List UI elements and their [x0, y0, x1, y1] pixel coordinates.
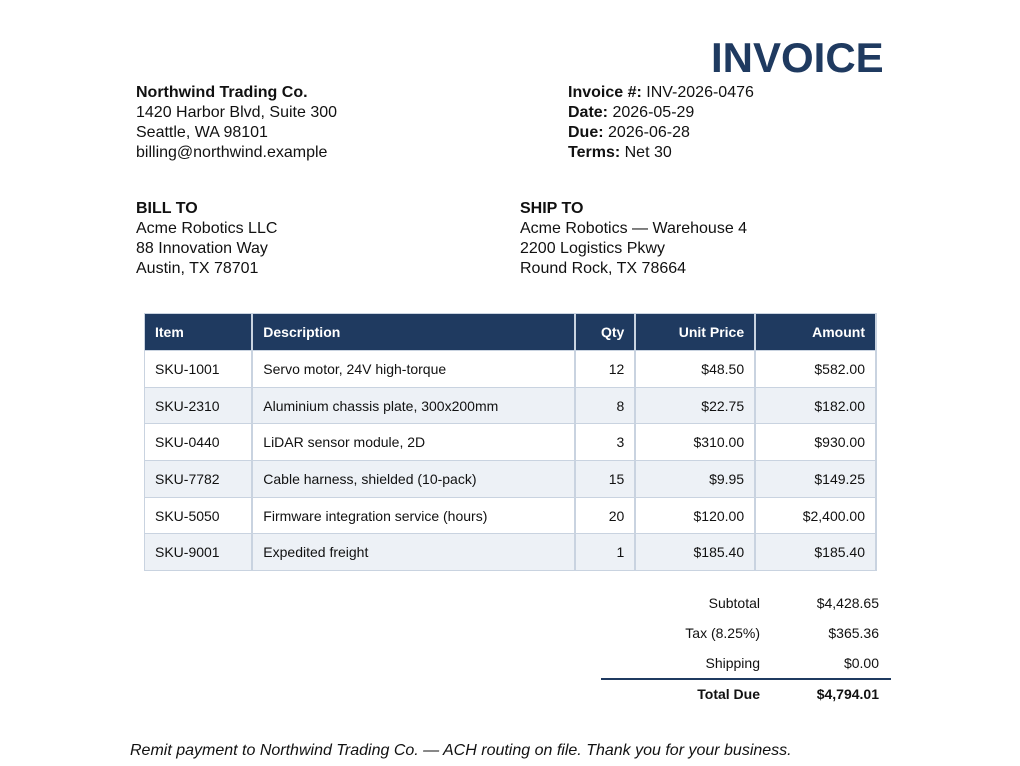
invoice-terms-value: Net 30 — [624, 144, 672, 161]
invoice-date-label: Date: — [568, 104, 609, 121]
total-due-row — [601, 678, 891, 708]
cell-amount: $2,400.00 — [755, 497, 876, 534]
header-item: Item — [145, 314, 253, 351]
table-row — [145, 424, 877, 461]
cell-description: Firmware integration service (hours) — [252, 497, 575, 534]
invoice-due-value: 2026-06-28 — [608, 124, 690, 141]
invoice-number-row — [568, 83, 754, 103]
table-row — [145, 461, 877, 498]
invoice-title: INVOICE — [711, 34, 884, 81]
ship-to-heading: SHIP TO — [520, 200, 584, 217]
header-unit-price: Unit Price — [635, 314, 755, 351]
cell-unit-price: $48.50 — [635, 351, 755, 388]
header-description: Description — [252, 314, 575, 351]
cell-item: SKU-2310 — [145, 387, 253, 424]
subtotal-value: $4,428.65 — [816, 595, 879, 611]
shipping-label: Shipping — [705, 655, 760, 671]
cell-unit-price: $9.95 — [635, 461, 755, 498]
table-row — [145, 534, 877, 571]
seller-email: billing@northwind.example — [136, 144, 328, 161]
table-row — [145, 387, 877, 424]
ship-to-address-line2: Round Rock, TX 78664 — [520, 260, 687, 277]
shipping-value: $0.00 — [843, 655, 879, 671]
cell-item: SKU-9001 — [145, 534, 253, 571]
invoice-due-label: Due: — [568, 124, 604, 141]
total-due-label: Total Due — [697, 686, 760, 702]
tax-row — [601, 618, 891, 648]
subtotal-label: Subtotal — [708, 595, 760, 611]
totals-block — [601, 588, 891, 708]
cell-description: Expedited freight — [252, 534, 575, 571]
cell-qty: 20 — [575, 497, 635, 534]
ship-to-name: Acme Robotics — Warehouse 4 — [520, 220, 748, 237]
line-items-table — [144, 313, 877, 571]
invoice-terms-label: Terms: — [568, 144, 621, 161]
table-row — [145, 497, 877, 534]
cell-qty: 12 — [575, 351, 635, 388]
tax-label: Tax (8.25%) — [685, 625, 760, 641]
invoice-number-label: Invoice #: — [568, 84, 642, 101]
table-header-row — [145, 314, 877, 351]
bill-to-heading: BILL TO — [136, 200, 198, 217]
cell-amount: $149.25 — [755, 461, 876, 498]
shipping-row — [601, 648, 891, 678]
cell-unit-price: $310.00 — [635, 424, 755, 461]
cell-item: SKU-0440 — [145, 424, 253, 461]
ship-to-block — [520, 199, 747, 279]
bill-to-name: Acme Robotics LLC — [136, 220, 278, 237]
cell-item: SKU-5050 — [145, 497, 253, 534]
cell-unit-price: $185.40 — [635, 534, 755, 571]
cell-description: Servo motor, 24V high-torque — [252, 351, 575, 388]
seller-address-line2: Seattle, WA 98101 — [136, 124, 268, 141]
cell-item: SKU-1001 — [145, 351, 253, 388]
cell-item: SKU-7782 — [145, 461, 253, 498]
bill-to-block — [136, 199, 277, 279]
cell-description: Aluminium chassis plate, 300x200mm — [252, 387, 575, 424]
subtotal-row — [601, 588, 891, 618]
cell-qty: 1 — [575, 534, 635, 571]
invoice-due-row — [568, 123, 754, 143]
invoice-meta — [568, 83, 754, 163]
invoice-date-value: 2026-05-29 — [612, 104, 695, 121]
seller-name: Northwind Trading Co. — [136, 84, 308, 101]
cell-qty: 15 — [575, 461, 635, 498]
cell-description: LiDAR sensor module, 2D — [252, 424, 575, 461]
ship-to-address-line1: 2200 Logistics Pkwy — [520, 240, 665, 257]
payment-note: Remit payment to Northwind Trading Co. — ACH routing on file. Thank you for your business. — [130, 742, 792, 759]
cell-unit-price: $22.75 — [635, 387, 755, 424]
cell-description: Cable harness, shielded (10-pack) — [252, 461, 575, 498]
invoice-date-row — [568, 103, 754, 123]
cell-amount: $930.00 — [755, 424, 876, 461]
bill-to-address-line2: Austin, TX 78701 — [136, 260, 259, 277]
cell-unit-price: $120.00 — [635, 497, 755, 534]
total-due-value: $4,794.01 — [816, 686, 879, 702]
seller-address-line1: 1420 Harbor Blvd, Suite 300 — [136, 104, 338, 121]
cell-amount: $185.40 — [755, 534, 876, 571]
header-amount: Amount — [755, 314, 876, 351]
invoice-terms-row — [568, 143, 754, 163]
header-qty: Qty — [575, 314, 635, 351]
seller-block — [136, 83, 337, 163]
cell-qty: 3 — [575, 424, 635, 461]
tax-value: $365.36 — [828, 625, 879, 641]
cell-amount: $582.00 — [755, 351, 876, 388]
bill-to-address-line1: 88 Innovation Way — [136, 240, 268, 257]
invoice-number-value: INV-2026-0476 — [646, 84, 754, 101]
table-row — [145, 351, 877, 388]
cell-qty: 8 — [575, 387, 635, 424]
cell-amount: $182.00 — [755, 387, 876, 424]
